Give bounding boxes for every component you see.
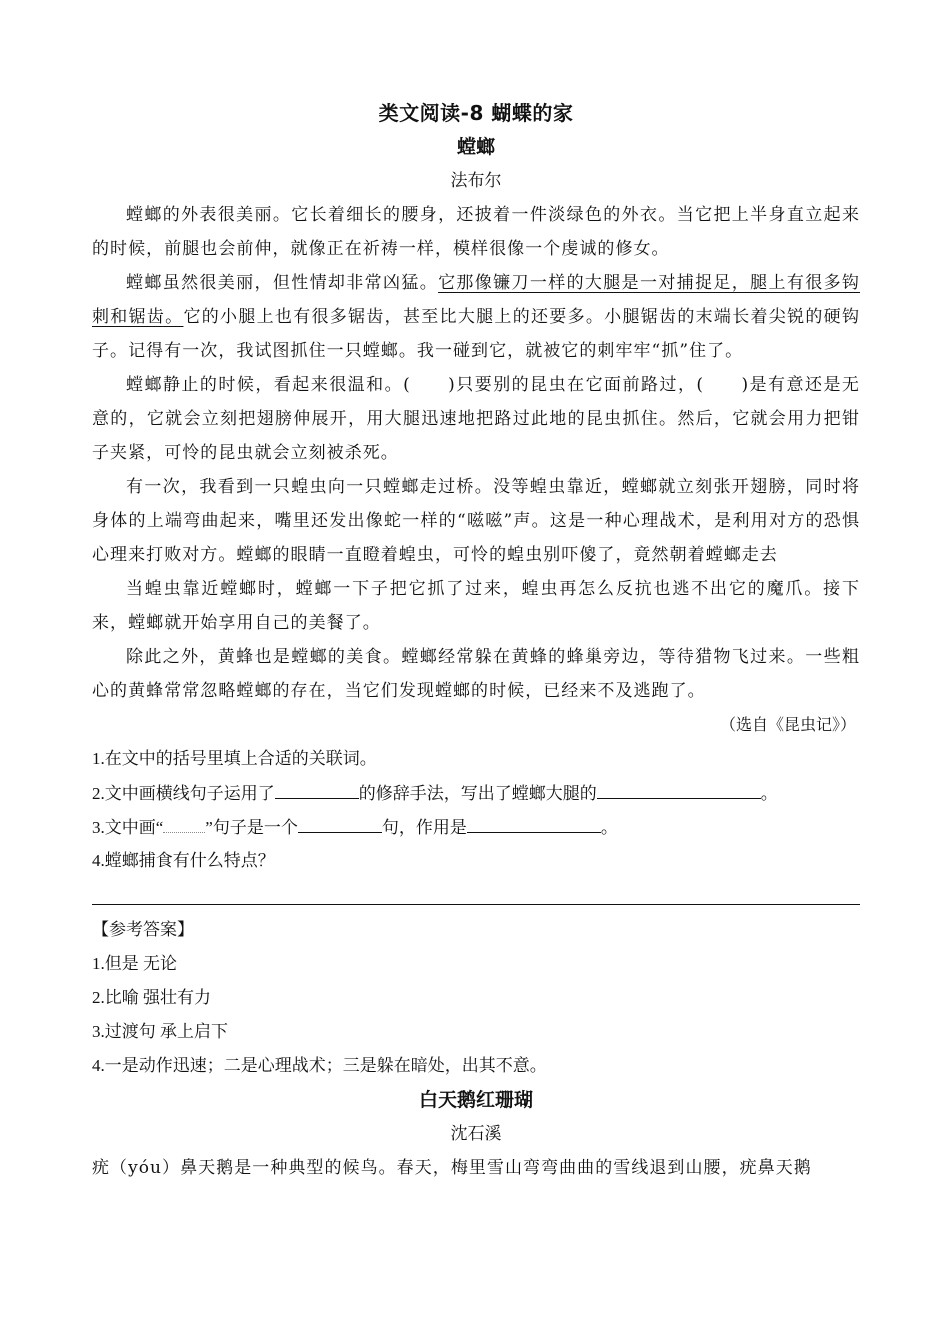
question-3-text-d: 。 <box>600 818 618 837</box>
article-author: 法布尔 <box>450 171 502 191</box>
question-3-text-a: 3.文中画“ <box>92 818 164 837</box>
document-page <box>92 96 860 1185</box>
answer-2: 2.比喻 强壮有力 <box>92 988 211 1007</box>
answer-4: 4.一是动作迅速；二是心理战术；三是躲在暗处，出其不意。 <box>92 1056 547 1075</box>
underlined-sentence: 它那像镰刀一样的大腿是一对捕捉足，腿上有很多钩刺和锯齿。 <box>92 273 860 327</box>
question-3-text-b: ”句子是一个 <box>205 818 298 837</box>
source-citation: （选自《昆虫记》） <box>719 715 856 734</box>
paragraph-4: 有一次，我看到一只蝗虫向一只螳螂走过桥。没等蝗虫靠近，螳螂就立刻张开翅膀，同时将身体的上端弯曲起来，嘴里还发出像蛇一样的“嗞嗞”声。这是一种心理战术，是利用对方的恐惧心理来打败对方。螳螂的眼睛一直瞪着蝗虫，可怜的蝗虫别吓傻了，竟然朝着螳螂走去 <box>92 477 860 565</box>
article-2-title: 白天鹅红珊瑚 <box>418 1089 533 1111</box>
article-title: 螳螂 <box>456 136 495 158</box>
question-2-text-b: 的修辞手法，写出了螳螂大腿的 <box>358 784 597 803</box>
paragraph-1: 螳螂的外表很美丽。它长着细长的腰身，还披着一件淡绿色的外衣。当它把上半身直立起来的时候，前腿也会前伸，就像正在祈祷一样，模样很像一个虔诚的修女。 <box>92 205 860 259</box>
paragraph-3: 螳螂静止的时候，看起来很温和。( )只要别的昆虫在它面前路过，( )是有意还是无意的，它就会立刻把翅膀伸展开，用大腿迅速地把路过此地的昆虫抓住。然后，它就会用力把钳子夹紧，可怜的昆虫就会立刻被杀死。 <box>92 375 860 463</box>
question-3-text-c: 句，作用是 <box>381 818 467 837</box>
question-2-text-a: 2.文中画横线句子运用了 <box>92 784 275 803</box>
paragraph-2-start: 螳螂虽然很美丽，但性情却非常凶猛。 <box>126 273 439 293</box>
answer-blank[interactable] <box>597 776 761 799</box>
paragraph-2 <box>92 266 860 368</box>
question-1: 1.在文中的括号里填上合适的关联词。 <box>92 749 377 768</box>
question-4: 4.螳螂捕食有什么特点？ <box>92 851 275 870</box>
paragraph-6: 除此之外，黄蜂也是螳螂的美食。螳螂经常躲在黄蜂的蜂巢旁边，等待猎物飞过来。一些粗心的黄蜂常常忽略螳螂的存在，当它们发现螳螂的时候，已经来不及逃跑了。 <box>92 647 860 701</box>
answer-line[interactable] <box>92 878 860 905</box>
answer-1: 1.但是 无论 <box>92 954 177 973</box>
paragraph-2-rest: 它的小腿上也有很多锯齿，甚至比大腿上的还要多。小腿锯齿的末端长着尖锐的硬钩子。记得有一次，我试图抓住一只螳螂。我一碰到它，就被它的刺牢牢“抓”住了。 <box>92 307 861 361</box>
answer-blank[interactable] <box>275 776 359 799</box>
question-2-text-c: 。 <box>760 784 778 803</box>
paragraph-5: 当蝗虫靠近螳螂时，螳螂一下子把它抓了过来，蝗虫再怎么反抗也逃不出它的魔爪。接下来，螳螂就开始享用自己的美餐了。 <box>92 579 860 633</box>
answer-3: 3.过渡句 承上启下 <box>92 1022 228 1041</box>
question-3 <box>92 810 860 844</box>
article-2-paragraph-1: 疣（yóu）鼻天鹅是一种典型的候鸟。春天，梅里雪山弯弯曲曲的雪线退到山腰，疣鼻天鹅 <box>92 1158 812 1178</box>
article-2-author: 沈石溪 <box>450 1124 502 1144</box>
question-2 <box>92 776 860 810</box>
answer-blank[interactable] <box>298 810 382 833</box>
wavy-line-sample <box>163 812 205 833</box>
answers-heading: 【参考答案】 <box>92 920 194 940</box>
answer-blank[interactable] <box>467 810 601 833</box>
document-title: 类文阅读-8 蝴蝶的家 <box>378 101 574 125</box>
